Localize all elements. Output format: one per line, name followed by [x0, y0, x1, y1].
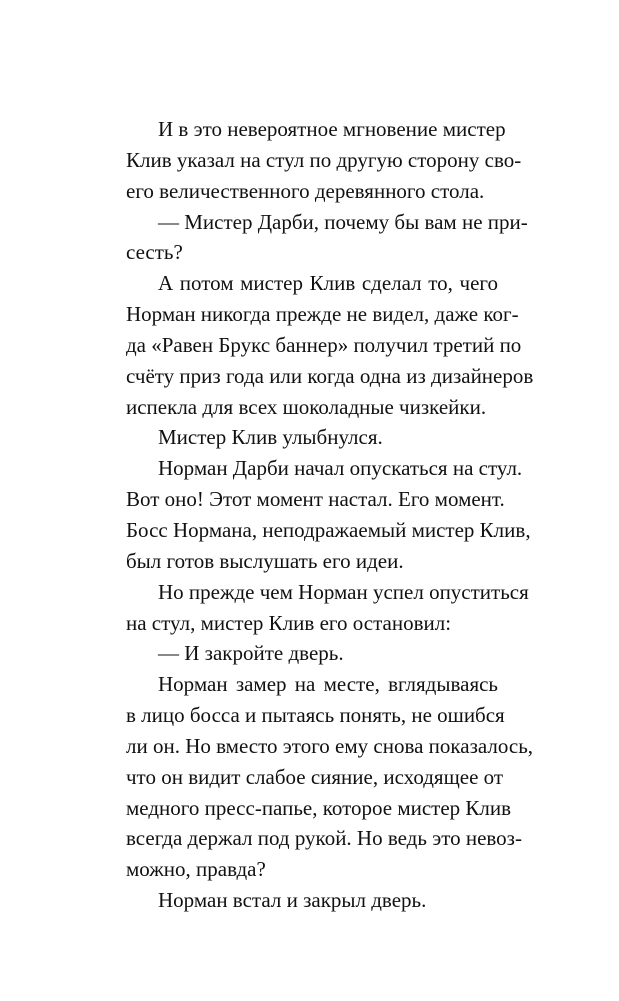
text-line: И в это невероятное мгновение мистер: [158, 117, 506, 141]
text-line: ли он. Но вместо этого ему снова показалось,: [126, 733, 534, 758]
text-line: Норман никогда прежде не видел, даже ког-: [126, 302, 519, 327]
text-line: испекла для всех шоколадные чизкейки.: [126, 394, 487, 419]
text-line: можно, правда?: [126, 857, 266, 882]
text-line: был готов выслушать его идеи.: [126, 548, 404, 573]
text-line: — И закройте дверь.: [158, 641, 344, 666]
text-line: Мистер Клив улыбнулся.: [158, 425, 383, 450]
text-line: Норман Дарби начал опускаться на стул.: [158, 456, 523, 481]
text-line: Босс Нормана, неподражаемый мистер Клив,: [126, 517, 531, 542]
text-line: в лицо босса и пытаясь понять, не ошибся: [126, 703, 505, 728]
text-line: Норман встал и закрыл дверь.: [158, 888, 427, 913]
text-line: — Мистер Дарби, почему бы вам не при-: [158, 209, 528, 234]
text-line: на стул, мистер Клив его остановил:: [126, 610, 452, 635]
text-line: сесть?: [126, 240, 183, 265]
text-line: медного пресс-папье, которое мистер Клив: [126, 795, 512, 820]
text-line: Вот оно! Этот момент настал. Его момент.: [126, 487, 505, 512]
text-line: счёту приз года или когда одна из дизайнеров: [126, 363, 534, 388]
text-line: Норман замер на месте, вглядываясь: [158, 672, 498, 697]
text-line: что он видит слабое сияние, исходящее от: [126, 764, 504, 789]
text-line: да «Равен Брукс баннер» получил третий по: [126, 332, 522, 357]
text-line: Клив указал на стул по другую сторону сво-: [126, 147, 522, 172]
text-line: А потом мистер Клив сделал то, чего: [158, 271, 498, 296]
text-line: всегда держал под рукой. Но ведь это невоз-: [126, 826, 522, 851]
text-line: Но прежде чем Норман успел опуститься: [158, 579, 529, 604]
text-line: его величественного деревянного стола.: [126, 178, 485, 203]
page-text: [126, 114, 534, 916]
